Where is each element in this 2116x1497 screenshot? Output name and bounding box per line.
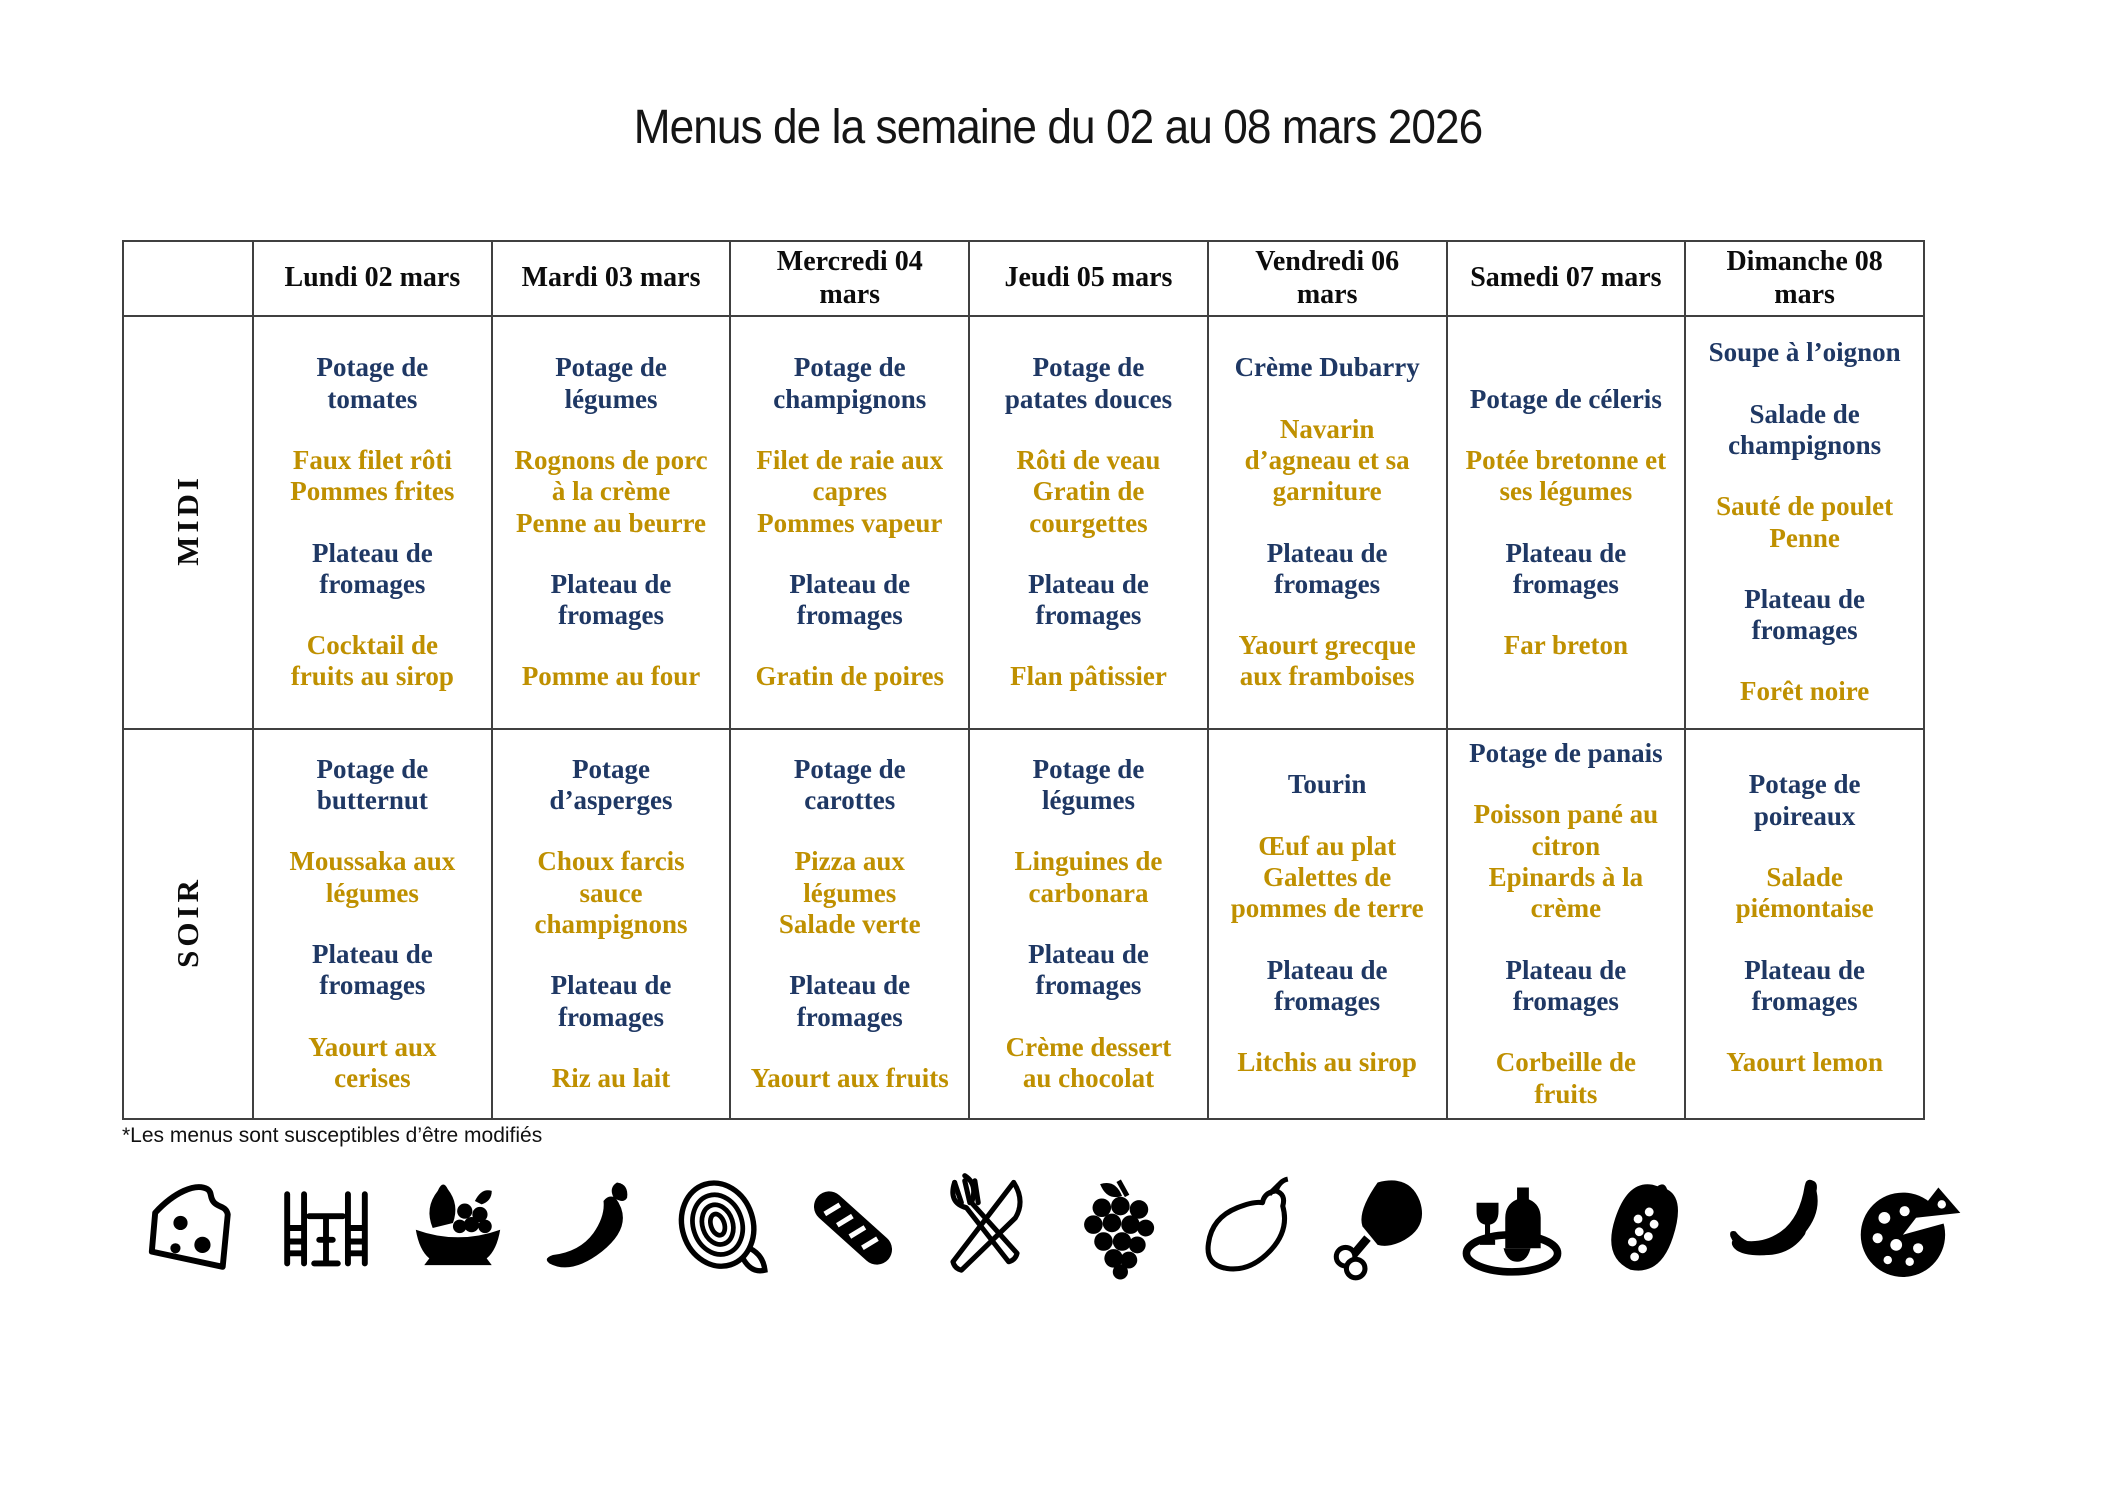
page-title: Menus de la semaine du 02 au 08 mars 2026 [633, 101, 1483, 154]
menu-course [272, 630, 473, 693]
menu-item: Potage de panais [1469, 738, 1663, 769]
menu-course [1704, 491, 1905, 554]
menu-course [511, 569, 712, 632]
menu-course [1227, 769, 1428, 800]
menu-course [749, 970, 950, 1033]
meal-row [123, 316, 1924, 729]
menu-item: Penne au beurre [516, 507, 707, 538]
menu-course [749, 661, 950, 692]
menu-course [1466, 384, 1667, 415]
menu-cell [492, 729, 731, 1119]
meal-label: SOIR [170, 875, 205, 968]
menu-item: Potage de céleris [1469, 383, 1662, 414]
day-header: Samedi 07 mars [1447, 241, 1686, 316]
menu-item: Salade piémontaise [1735, 862, 1874, 924]
menu-course [988, 352, 1189, 415]
menu-course [1704, 676, 1905, 707]
menu-item: Plateau de fromages [550, 970, 672, 1032]
menu-item: Galettes de pommes de terre [1230, 862, 1424, 924]
menu-course [1227, 831, 1428, 925]
menu-cell [730, 316, 969, 729]
menu-item: Plateau de fromages [1266, 954, 1388, 1016]
menu-course [272, 1032, 473, 1095]
menu-course [1227, 352, 1428, 383]
day-header: Jeudi 05 mars [969, 241, 1208, 316]
menu-item: Potage de légumes [1032, 753, 1145, 816]
cheese-icon [140, 1162, 248, 1294]
fruit-bowl-icon [404, 1162, 512, 1294]
menu-item: Plateau de fromages [1744, 583, 1865, 646]
menu-course [511, 754, 712, 817]
menu-course [1227, 1047, 1428, 1078]
menu-cell [1447, 729, 1686, 1119]
menu-cell [730, 729, 969, 1119]
menu-course [988, 939, 1189, 1002]
menu-item: Penne [1769, 522, 1840, 553]
menu-item: Pommes vapeur [757, 507, 943, 538]
menu-item: Plateau de fromages [1266, 537, 1388, 599]
menu-item: Cocktail de fruits au sirop [290, 630, 454, 692]
menu-cell [1685, 316, 1924, 729]
menu-item: Crème Dubarry [1234, 352, 1420, 383]
menu-item: Potage de carottes [793, 753, 906, 816]
menu-item: Tourin [1287, 769, 1367, 800]
menu-cell [492, 316, 731, 729]
menu-cell [1685, 729, 1924, 1119]
menu-course [1466, 738, 1667, 769]
menu-item: Litchis au sirop [1237, 1047, 1417, 1078]
menu-item: Plateau de fromages [550, 568, 672, 631]
menu-course [1466, 955, 1667, 1018]
menu-item: Potage de tomates [316, 352, 429, 414]
menu-item: Potée bretonne et ses légumes [1465, 444, 1667, 507]
menu-item: Forêt noire [1740, 676, 1870, 707]
menu-course [272, 352, 473, 415]
menu-item: Flan pâtissier [1010, 661, 1167, 692]
icons-row [140, 1158, 1962, 1298]
menu-course [1227, 630, 1428, 693]
menu-item: Plateau de fromages [311, 537, 433, 599]
menu-item: Plateau de fromages [311, 939, 433, 1001]
pizza-icon [1854, 1162, 1962, 1294]
menu-course [749, 569, 950, 632]
chili-pepper-icon [536, 1162, 644, 1294]
menu-cell [253, 316, 492, 729]
menu-item: Gratin de poires [755, 661, 944, 692]
menu-course [988, 569, 1189, 632]
day-header: Vendredi 06 mars [1208, 241, 1447, 316]
menu-course [511, 1063, 712, 1094]
menu-item: Plateau de fromages [1505, 537, 1627, 599]
menu-course [1704, 862, 1905, 925]
fork-and-knife-icon [931, 1162, 1039, 1294]
menu-course [1704, 769, 1905, 832]
menu-table-body [123, 241, 1924, 1119]
menu-course [272, 939, 473, 1002]
menu-course [1704, 1047, 1905, 1078]
menu-item: Potage de poireaux [1748, 769, 1861, 831]
menu-cell [969, 729, 1208, 1119]
menu-item: Potage de patates douces [1004, 352, 1173, 414]
menu-course [988, 1032, 1189, 1095]
menu-item: Linguines de carbonara [1014, 846, 1163, 908]
baguette-icon [799, 1162, 907, 1294]
menu-item: Salade verte [778, 909, 921, 939]
menu-item: Plateau de fromages [1505, 954, 1627, 1016]
menu-item: Plateau de fromages [1028, 568, 1149, 631]
menu-item: Epinards à la crème [1488, 862, 1644, 924]
menu-item: Poisson pané au citron [1473, 799, 1659, 861]
dining-table-icon [272, 1162, 380, 1294]
menu-course [1704, 337, 1905, 368]
menu-item: Soupe à l’oignon [1708, 337, 1901, 368]
menu-course [1466, 1047, 1667, 1110]
menu-cell [1208, 316, 1447, 729]
menu-course [1466, 630, 1667, 661]
menu-item: Yaourt aux cerises [308, 1031, 437, 1093]
menu-item: Faux filet rôti [292, 444, 452, 475]
chicken-drumstick-icon [1327, 1162, 1435, 1294]
day-header: Mercredi 04 mars [730, 241, 969, 316]
menu-item: Yaourt lemon [1726, 1047, 1883, 1078]
menu-item: Pomme au four [521, 661, 701, 692]
grapes-icon [1063, 1162, 1171, 1294]
menu-course [988, 445, 1189, 539]
menu-item: Potage de butternut [316, 753, 429, 816]
menu-course [272, 538, 473, 601]
menu-course [511, 661, 712, 692]
menu-course [1227, 538, 1428, 601]
menu-course [1227, 414, 1428, 508]
menu-item: Moussaka aux légumes [289, 846, 456, 908]
dinner-tray-icon [1458, 1162, 1566, 1294]
menu-item: Navarin d’agneau et sa garniture [1244, 413, 1410, 507]
menu-item: Plateau de fromages [1028, 939, 1149, 1001]
menu-item: Rôti de veau [1016, 444, 1161, 475]
menu-cell [253, 729, 492, 1119]
menu-course [1466, 445, 1667, 508]
eggplant-icon [1195, 1162, 1303, 1294]
menu-course [988, 754, 1189, 817]
row-label-cell [123, 729, 253, 1119]
menu-item: Filet de raie aux capres [756, 444, 944, 507]
menu-cell [1447, 316, 1686, 729]
menu-course [1466, 799, 1667, 924]
menu-item: Salade de champignons [1728, 398, 1882, 460]
menu-cell [969, 316, 1208, 729]
menu-item: Plateau de fromages [789, 970, 911, 1032]
menu-course [511, 445, 712, 539]
menu-course [749, 754, 950, 817]
menu-course [1227, 955, 1428, 1018]
bananas-icon [1722, 1162, 1830, 1294]
menu-course [1704, 399, 1905, 462]
day-header: Dimanche 08 mars [1685, 241, 1924, 316]
menu-item: Sauté de poulet [1716, 491, 1894, 522]
footnote: *Les menus sont susceptibles d’être modifiés [122, 1124, 543, 1147]
menu-item: Potage d’asperges [549, 753, 673, 816]
menu-course [749, 352, 950, 415]
menu-item: Potage de champignons [773, 352, 927, 414]
menu-item: Yaourt grecque aux framboises [1238, 630, 1416, 692]
menu-course [988, 661, 1189, 692]
menu-course [272, 445, 473, 508]
meal-label: MIDI [170, 474, 205, 566]
menu-item: Pizza aux légumes [794, 846, 905, 908]
menu-item: Far breton [1503, 630, 1628, 661]
menu-course [511, 846, 712, 940]
menu-item: Riz au lait [551, 1062, 671, 1093]
menu-item: Choux farcis sauce champignons [534, 846, 688, 939]
menu-item: Crème dessert au chocolat [1005, 1031, 1172, 1093]
menu-item: Œuf au plat [1258, 830, 1397, 861]
menu-item: Yaourt aux fruits [750, 1062, 949, 1093]
menu-item: Corbeille de fruits [1495, 1047, 1636, 1109]
corner-cell [123, 241, 253, 316]
menu-course [1704, 584, 1905, 647]
menu-item: Rognons de porc à la crème [514, 444, 708, 507]
menu-course [272, 846, 473, 909]
menu-course [511, 352, 712, 415]
menu-course [1704, 955, 1905, 1018]
papaya-icon [1590, 1162, 1698, 1294]
day-header: Mardi 03 mars [492, 241, 731, 316]
row-label-cell [123, 316, 253, 729]
day-header-row [123, 241, 1924, 316]
menu-course [749, 445, 950, 539]
menu-course [1466, 538, 1667, 601]
menu-item: Plateau de fromages [789, 568, 911, 631]
menu-course [749, 846, 950, 940]
menu-item: Plateau de fromages [1744, 954, 1865, 1016]
menu-cell [1208, 729, 1447, 1119]
menu-item: Potage de légumes [555, 352, 667, 414]
menu-table [122, 240, 1925, 1120]
menu-course [272, 754, 473, 817]
menu-item: Pommes frites [290, 476, 455, 507]
day-header: Lundi 02 mars [253, 241, 492, 316]
meal-row [123, 729, 1924, 1119]
menu-item: Gratin de courgettes [1029, 476, 1148, 538]
onion-icon [667, 1162, 775, 1294]
menu-course [749, 1063, 950, 1094]
menu-course [988, 846, 1189, 909]
menu-course [511, 970, 712, 1033]
